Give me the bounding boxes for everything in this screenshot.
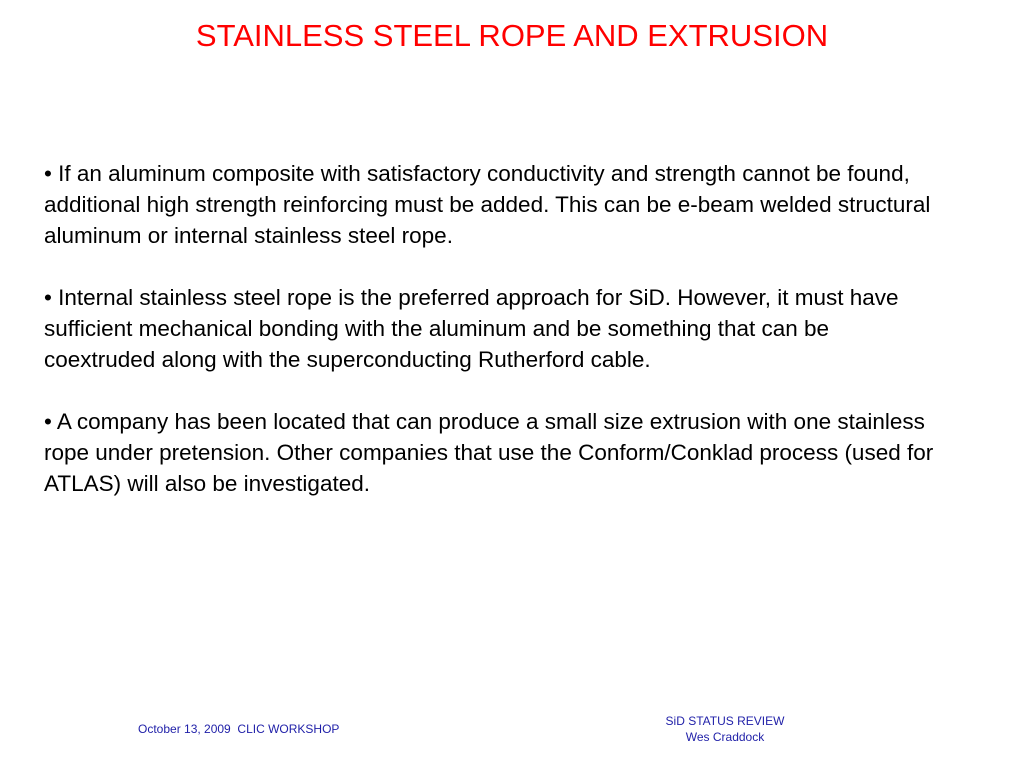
bullet-item: • Internal stainless steel rope is the preferred approach for SiD. However, it must have sufficient mechanical bonding with the aluminum and be something that can be coextruded along with the superconducting Rutherford cable.	[44, 285, 899, 372]
footer-presenter	[620, 713, 830, 745]
slide-title: STAINLESS STEEL ROPE AND EXTRUSION	[195, 18, 829, 53]
bullet-item: • If an aluminum composite with satisfactory conductivity and strength cannot be found, additional high strength reinforcing must be added. This can be e-beam welded structural aluminum or internal stainless steel rope.	[44, 161, 931, 248]
footer-author-name: Wes Craddock	[685, 730, 765, 744]
slide-body	[44, 158, 944, 530]
bullet-item: • A company has been located that can produce a small size extrusion with one stainless rope under pretension. Other companies that use the Conform/Conklad process (used for ATLAS) will also be investigated.	[44, 409, 934, 496]
footer-review-title: SiD STATUS REVIEW	[665, 714, 785, 728]
footer-date-event: October 13, 2009 CLIC WORKSHOP	[138, 722, 340, 736]
